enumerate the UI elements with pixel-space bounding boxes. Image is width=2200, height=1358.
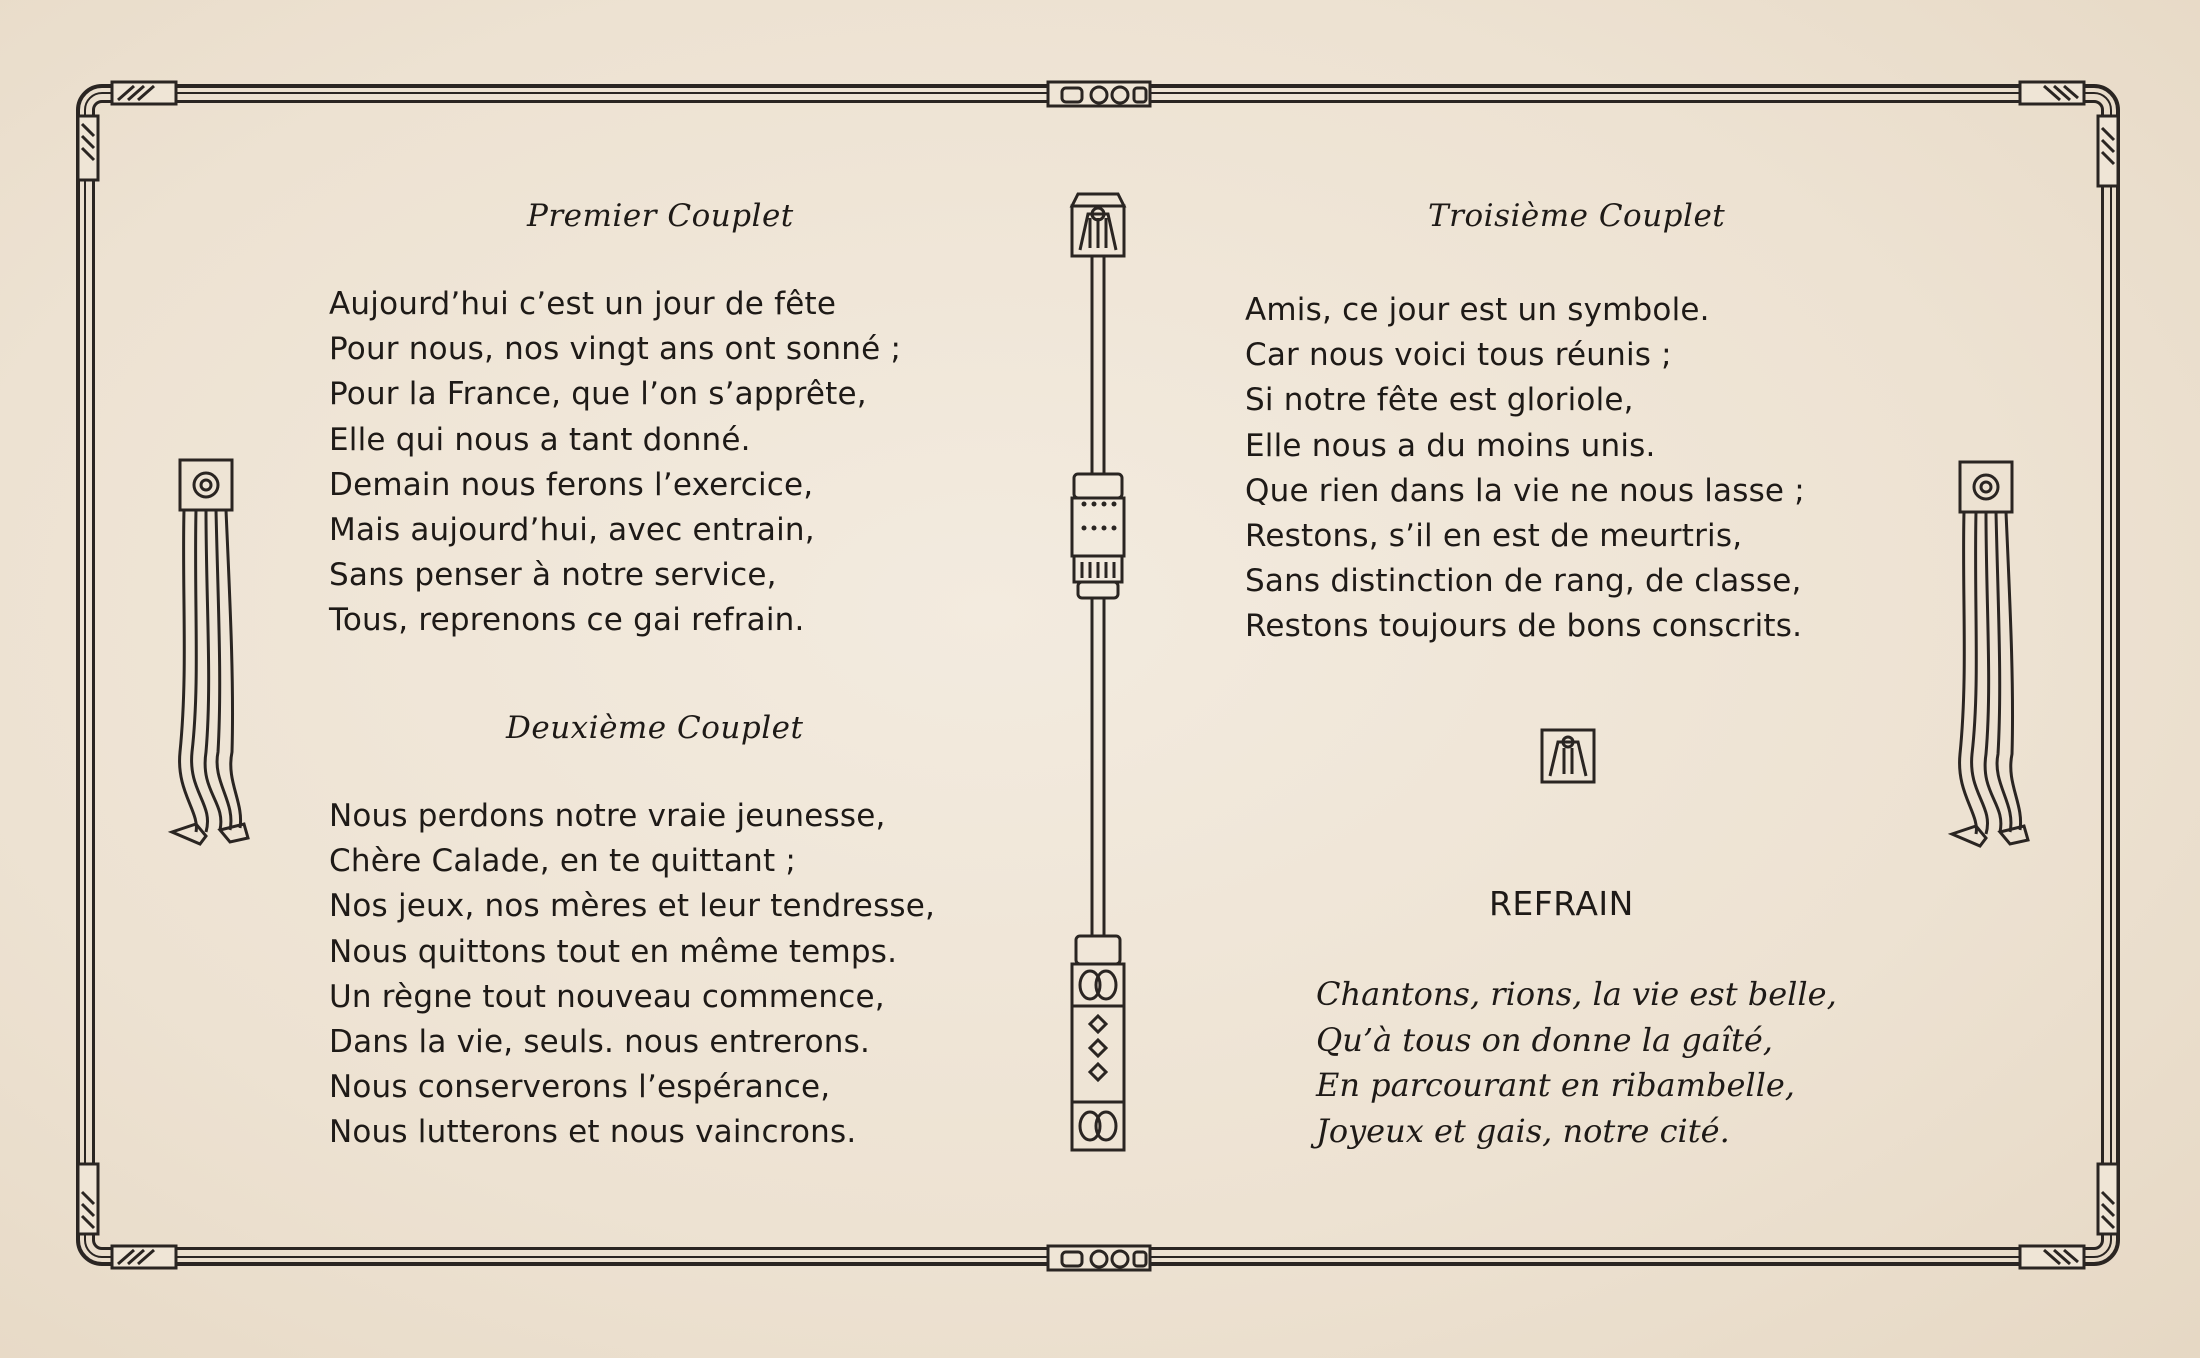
first-stanza-title: Premier Couplet (527, 198, 794, 234)
refrain (1316, 972, 1837, 1154)
left-tassel-ornament-icon (160, 452, 260, 852)
verse-line: Amis, ce jour est un symbole. (1245, 292, 1710, 328)
refrain-line: Chantons, rions, la vie est belle, (1316, 975, 1837, 1013)
verse-line: Nous perdons notre vraie jeunesse, (329, 798, 886, 834)
verse-line: Restons, s’il en est de meurtris, (1245, 518, 1743, 555)
verse-line: Car nous voici tous réunis ; (1245, 337, 1672, 374)
verse-line: Que rien dans la vie ne nous lasse ; (1245, 472, 1805, 509)
refrain-line: En parcourant en ribambelle, (1316, 1066, 1795, 1104)
verse-line: Si notre fête est gloriole, (1245, 382, 1634, 419)
verse-line: Elle nous a du moins unis. (1245, 427, 1656, 464)
verse-line: Nous lutterons et nous vaincrons. (329, 1114, 857, 1151)
refrain-line: Joyeux et gais, notre cité. (1316, 1111, 1730, 1150)
verse-line: Mais aujourd’hui, avec entrain, (329, 512, 815, 549)
verse-line: Nos jeux, nos mères et leur tendresse, (329, 888, 936, 925)
verse-line: Pour la France, que l’on s’apprête, (329, 376, 867, 413)
verse-line: Sans penser à notre service, (329, 557, 777, 594)
refrain-line: Qu’à tous on donne la gaîté, (1316, 1020, 1773, 1059)
verse-line: Tous, reprenons ce gai refrain. (329, 602, 805, 639)
verse-line: Nous conserverons l’espérance, (329, 1069, 831, 1106)
right-tassel-ornament-icon (1940, 454, 2040, 854)
verse-line: Chère Calade, en te quittant ; (329, 843, 797, 880)
verse-line: Aujourd’hui c’est un jour de fête (329, 286, 837, 322)
verse-line: Dans la vie, seuls. nous entrerons. (329, 1024, 871, 1061)
second-stanza-title: Deuxième Couplet (506, 710, 804, 746)
second-stanza (329, 794, 935, 1156)
verse-line: Un règne tout nouveau commence, (329, 978, 885, 1015)
verse-line: Pour nous, nos vingt ans ont sonné ; (329, 331, 902, 368)
verse-line: Elle qui nous a tant donné. (329, 421, 751, 458)
verse-line: Nous quittons tout en même temps. (329, 933, 898, 970)
third-stanza (1245, 288, 1805, 650)
center-column-ornament-icon (1058, 184, 1138, 1184)
first-stanza (329, 282, 901, 644)
small-square-motif-icon (1538, 726, 1598, 786)
refrain-title: REFRAIN (1489, 884, 1634, 923)
verse-line: Restons toujours de bons conscrits. (1245, 608, 1803, 645)
verse-line: Sans distinction de rang, de classe, (1245, 563, 1802, 600)
verse-line: Demain nous ferons l’exercice, (329, 466, 814, 503)
third-stanza-title: Troisième Couplet (1428, 198, 1726, 234)
